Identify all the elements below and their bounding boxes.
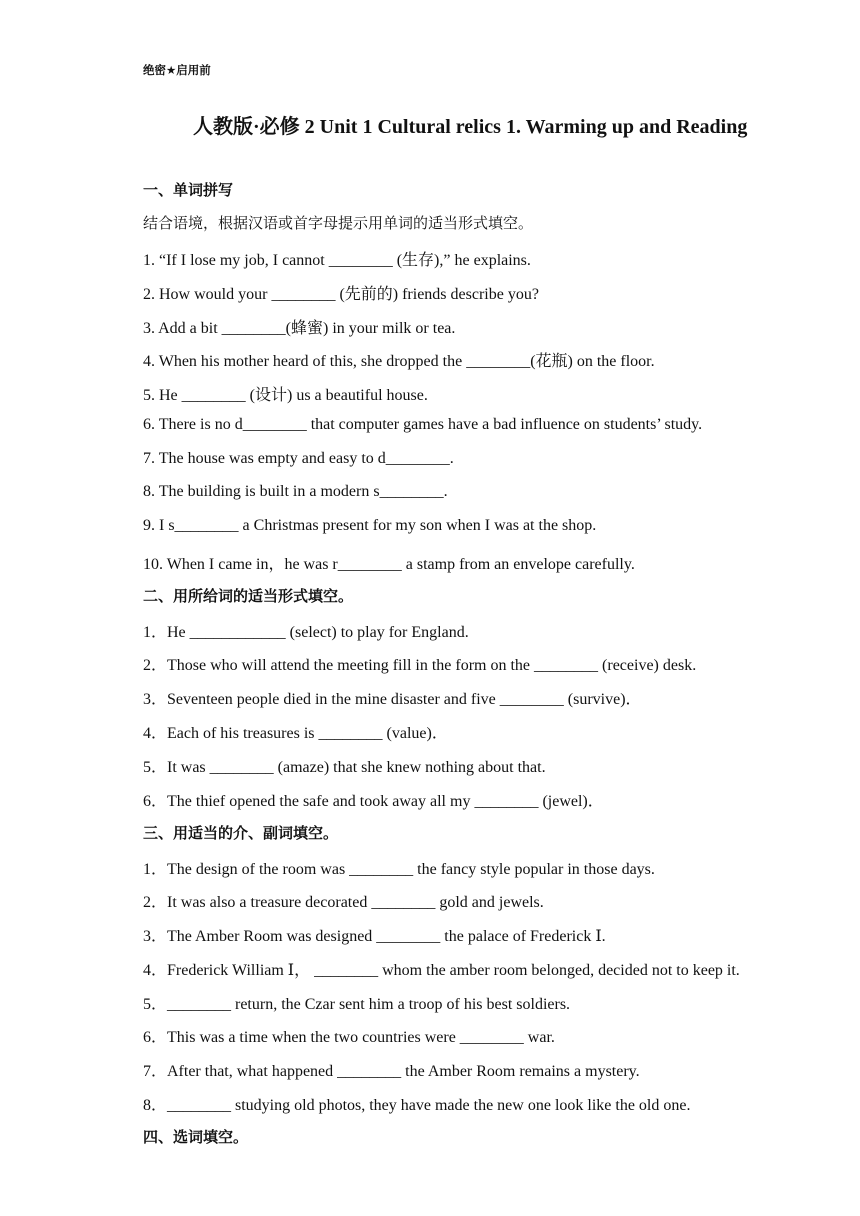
exercise-line: 4. When his mother heard of this, she dropped the ________(花瓶) on the floor. xyxy=(143,353,655,370)
exercise-line: 5. He ________ (设计) us a beautiful house. xyxy=(143,387,428,404)
exercise-line: 8．________ studying old photos, they have made the new one look like the old one. xyxy=(143,1097,691,1114)
exercise-line: 2．It was also a treasure decorated ________ gold and jewels. xyxy=(143,894,544,911)
exercise-line: 8. The building is built in a modern s________. xyxy=(143,483,448,500)
exercise-line: 7. The house was empty and easy to d________. xyxy=(143,450,454,467)
exercise-line: 9. I s________ a Christmas present for my son when I was at the shop. xyxy=(143,517,597,534)
section-heading-3: 三、用适当的介、副词填空。 xyxy=(143,824,339,842)
exercise-line: 6．The thief opened the safe and took away all my ________ (jewel)． xyxy=(143,793,604,810)
exercise-line: 2. How would your ________ (先前的) friends describe you? xyxy=(143,286,539,303)
confidential-label: 绝密★启用前 xyxy=(143,63,211,77)
exercise-line: 1．The design of the room was ________ the fancy style popular in those days. xyxy=(143,861,655,878)
exercise-line: 3．Seventeen people died in the mine disaster and five ________ (survive)． xyxy=(143,691,642,708)
section-instruction: 结合语境，根据汉语或首字母提示用单词的适当形式填空。 xyxy=(143,214,534,232)
exercise-line: 6．This was a time when the two countries were ________ war. xyxy=(143,1029,555,1046)
exercise-line: 2．Those who will attend the meeting fill in the form on the ________ (receive) desk. xyxy=(143,657,697,674)
exercise-line: 1．He ____________ (select) to play for England. xyxy=(143,624,469,641)
section-heading-1: 一、单词拼写 xyxy=(143,181,234,199)
exercise-line: 4．Each of his treasures is ________ (value)． xyxy=(143,725,448,742)
exercise-line: 5．It was ________ (amaze) that she knew nothing about that. xyxy=(143,759,546,776)
page-title: 人教版·必修 2 Unit 1 Cultural relics 1. Warming up and Reading xyxy=(193,116,748,138)
exercise-line: 4．Frederick William Ⅰ， ________ whom the amber room belonged, decided not to keep it. xyxy=(143,962,740,979)
section-heading-4: 四、选词填空。 xyxy=(143,1128,249,1146)
exercise-line: 1. “If I lose my job, I cannot ________ (生存),” he explains. xyxy=(143,252,531,269)
exercise-line: 3．The Amber Room was designed ________ the palace of Frederick Ⅰ. xyxy=(143,928,606,945)
section-heading-2: 二、用所给词的适当形式填空。 xyxy=(143,587,354,605)
exercise-line: 7．After that, what happened ________ the Amber Room remains a mystery. xyxy=(143,1063,640,1080)
exercise-line: 6. There is no d________ that computer games have a bad influence on students’ study. xyxy=(143,416,703,433)
exercise-line: 10. When I came in，he was r________ a stamp from an envelope carefully. xyxy=(143,556,635,573)
exercise-line: 3. Add a bit ________(蜂蜜) in your milk or tea. xyxy=(143,320,456,337)
exercise-line: 5．________ return, the Czar sent him a troop of his best soldiers. xyxy=(143,996,571,1013)
